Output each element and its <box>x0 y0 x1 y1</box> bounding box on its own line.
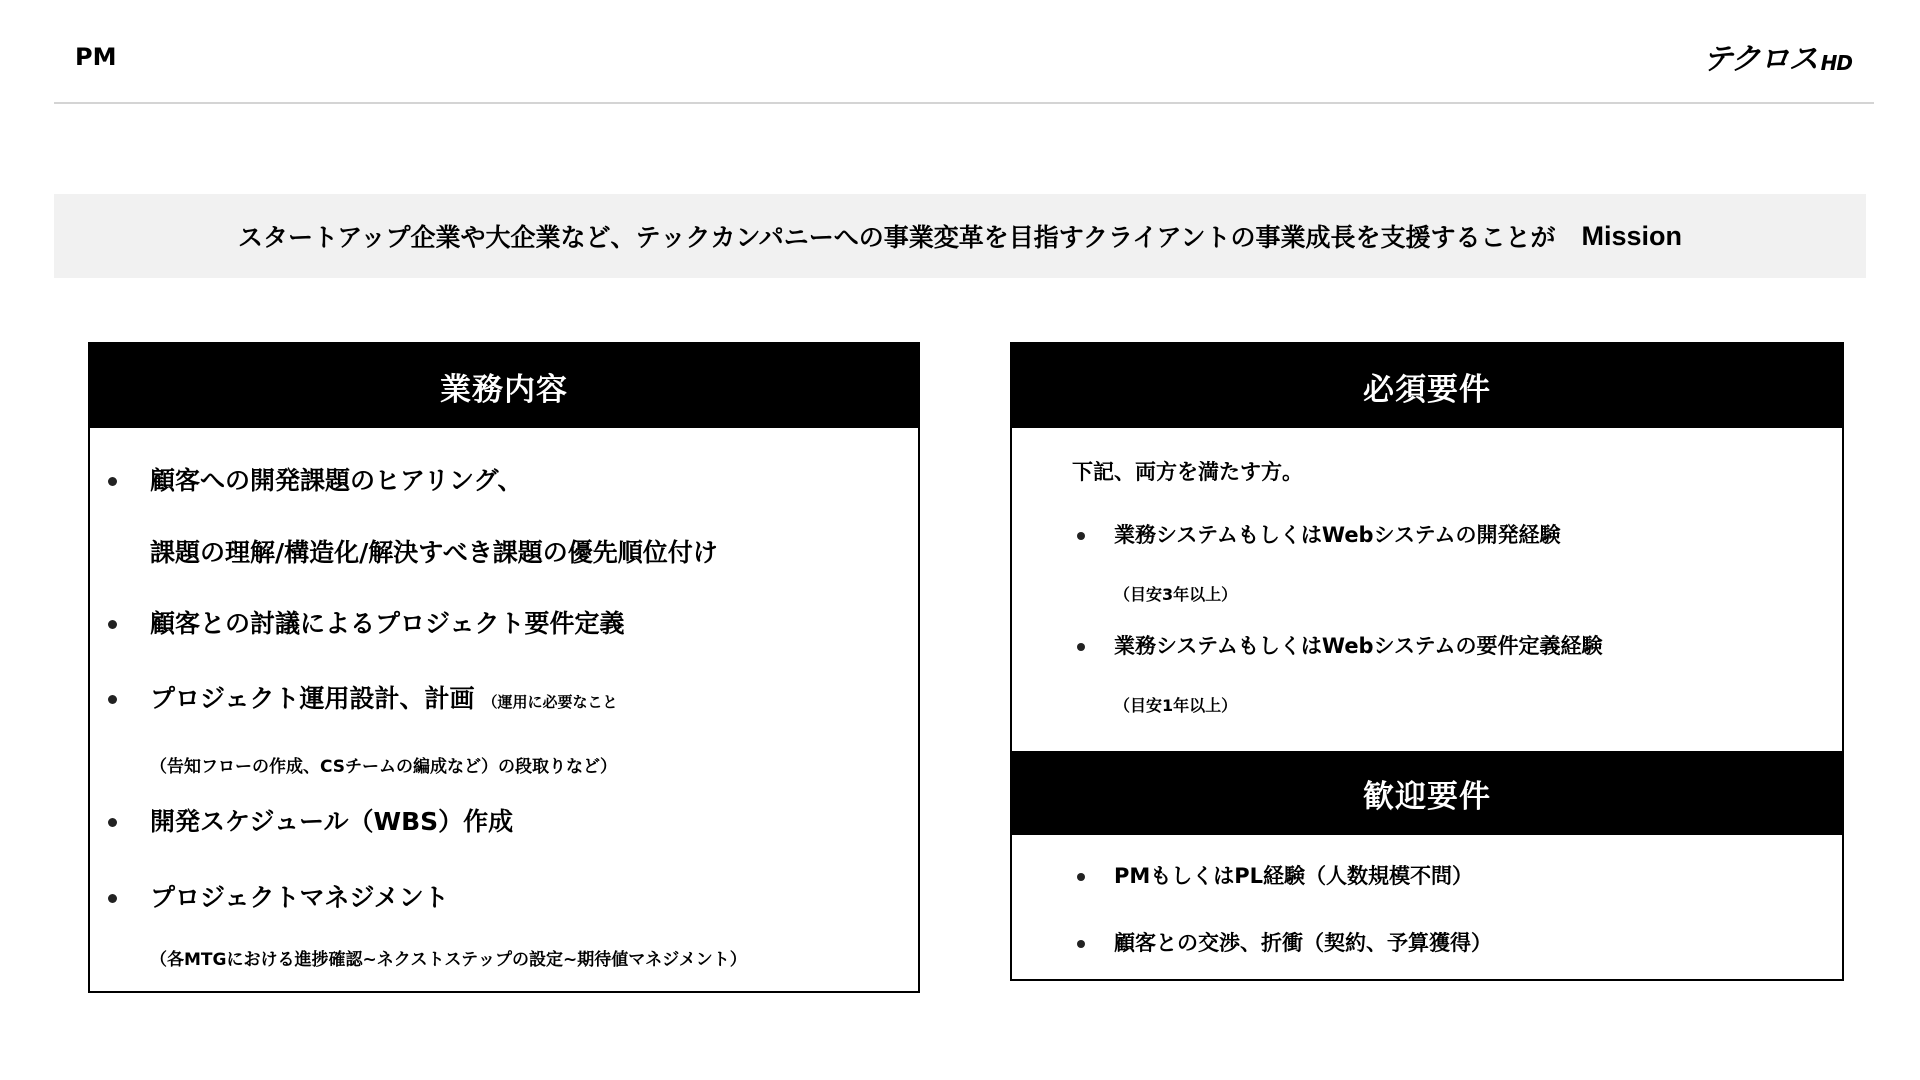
duty-item-planning-label: プロジェクト運用設計、計画 <box>150 684 475 713</box>
duty-item-management: プロジェクトマネジメント <box>150 883 449 912</box>
duties-panel <box>88 342 920 993</box>
required-item-definition-note: （目安1年以上） <box>1114 696 1238 715</box>
company-logo <box>1703 40 1852 76</box>
duty-item-requirements: 顧客との討議によるプロジェクト要件定義 <box>150 609 625 638</box>
requirements-panel <box>1010 342 1844 981</box>
bullet-dot <box>1077 873 1085 881</box>
required-header: 必須要件 <box>1012 344 1842 428</box>
welcome-header: 歓迎要件 <box>1012 751 1842 835</box>
bullet-dot <box>108 695 117 704</box>
required-item-dev-note: （目安3年以上） <box>1114 585 1238 604</box>
required-item-definition-experience: 業務システムもしくはWebシステムの要件定義経験 <box>1114 634 1603 658</box>
bullet-dot <box>108 620 117 629</box>
duty-item-planning-inline-note: （運用に必要なこと <box>482 693 618 711</box>
welcome-item-pm-experience: PMもしくはPL経験（人数規模不問） <box>1114 864 1474 888</box>
logo-suffix: HD <box>1820 51 1852 75</box>
logo-wordmark: テクロス <box>1702 42 1818 77</box>
bullet-dot <box>108 818 117 827</box>
bullet-dot <box>108 894 117 903</box>
required-item-dev-experience: 業務システムもしくはWebシステムの開発経験 <box>1114 523 1561 547</box>
welcome-item-negotiation: 顧客との交渉、折衝（契約、予算獲得） <box>1114 931 1492 955</box>
mission-keyword: Mission <box>1581 220 1683 251</box>
required-lead: 下記、両方を満たす方。 <box>1072 460 1303 484</box>
page-title: PM <box>75 43 117 71</box>
bullet-dot <box>108 477 117 486</box>
bullet-dot <box>1077 532 1085 540</box>
header-divider <box>54 102 1874 104</box>
duties-header: 業務内容 <box>90 344 918 428</box>
duty-item-management-note: （各MTGにおける進捗確認~ネクストステップの設定~期待値マネジメント） <box>150 950 747 970</box>
bullet-dot <box>1077 940 1085 948</box>
duty-item-hearing-detail: 課題の理解/構造化/解決すべき課題の優先順位付け <box>150 538 718 567</box>
bullet-dot <box>1077 643 1085 651</box>
duty-item-planning <box>150 682 618 719</box>
duty-item-planning-note: （告知フローの作成、CSチームの編成など）の段取りなど） <box>150 757 618 777</box>
mission-banner <box>54 194 1866 278</box>
mission-statement: スタートアップ企業や大企業など、テックカンパニーへの事業変革を目指すクライアントの事業成長を支援することが <box>237 223 1556 252</box>
duty-item-schedule: 開発スケジュール（WBS）作成 <box>150 807 514 836</box>
duty-item-hearing: 顧客への開発課題のヒアリング、 <box>150 466 523 495</box>
